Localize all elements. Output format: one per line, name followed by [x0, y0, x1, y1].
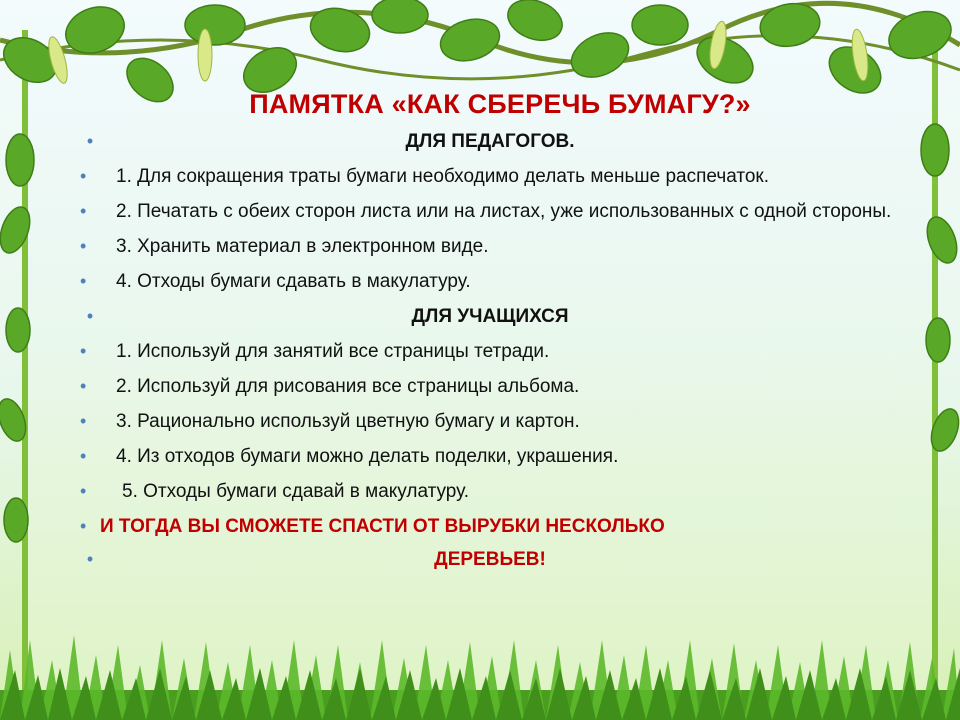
bullet-icon: • — [80, 481, 87, 501]
students-heading: ДЛЯ УЧАЩИХСЯ — [411, 306, 569, 327]
closing-line-1: И ТОГДА ВЫ СМОЖЕТЕ СПАСТИ ОТ ВЫРУБКИ НЕСКОЛЬКО — [100, 516, 665, 537]
students-item-4: 4. Из отходов бумаги можно делать поделки, украшения. — [116, 446, 619, 467]
students-item-1: 1. Используй для занятий все страницы тетради. — [116, 341, 550, 362]
bullet-icon: • — [80, 446, 87, 466]
list-item — [80, 478, 900, 505]
list-item — [80, 128, 900, 155]
memo-list — [80, 128, 900, 573]
bullet-icon: • — [80, 516, 87, 536]
teachers-item-1: 1. Для сокращения траты бумаги необходимо делать меньше распечаток. — [116, 166, 770, 187]
teachers-item-2: 2. Печатать с обеих сторон листа или на листах, уже использованных с одной стороны. — [116, 201, 892, 222]
list-item — [80, 268, 900, 295]
students-item-3: 3. Рационально используй цветную бумагу и картон. — [116, 411, 580, 432]
list-item — [80, 513, 900, 540]
bullet-icon: • — [80, 271, 87, 291]
closing-line-2: ДЕРЕВЬЕВ! — [434, 549, 546, 570]
bullet-icon: • — [86, 549, 94, 569]
list-item — [80, 373, 900, 400]
list-item — [80, 303, 900, 330]
list-item — [80, 198, 900, 225]
teachers-item-4: 4. Отходы бумаги сдавать в макулатуру. — [116, 271, 471, 292]
students-item-5: 5. Отходы бумаги сдавай в макулатуру. — [122, 481, 470, 502]
list-item — [80, 546, 900, 573]
bullet-icon: • — [80, 201, 87, 221]
bullet-icon: • — [80, 166, 87, 186]
teachers-item-3: 3. Хранить материал в электронном виде. — [116, 236, 489, 257]
list-item — [80, 408, 900, 435]
list-item — [80, 443, 900, 470]
memo-content — [80, 80, 900, 581]
bullet-icon: • — [80, 376, 87, 396]
list-item — [80, 338, 900, 365]
bullet-icon: • — [80, 236, 87, 256]
bullet-icon: • — [80, 411, 87, 431]
page-title: ПАМЯТКА «КАК СБЕРЕЧЬ БУМАГУ?» — [249, 89, 751, 119]
bullet-icon: • — [86, 131, 94, 151]
bullet-icon: • — [80, 341, 87, 361]
list-item — [80, 233, 900, 260]
list-item — [80, 163, 900, 190]
bullet-icon: • — [86, 306, 94, 326]
students-item-2: 2. Используй для рисования все страницы альбома. — [116, 376, 580, 397]
teachers-heading: ДЛЯ ПЕДАГОГОВ. — [405, 131, 575, 152]
